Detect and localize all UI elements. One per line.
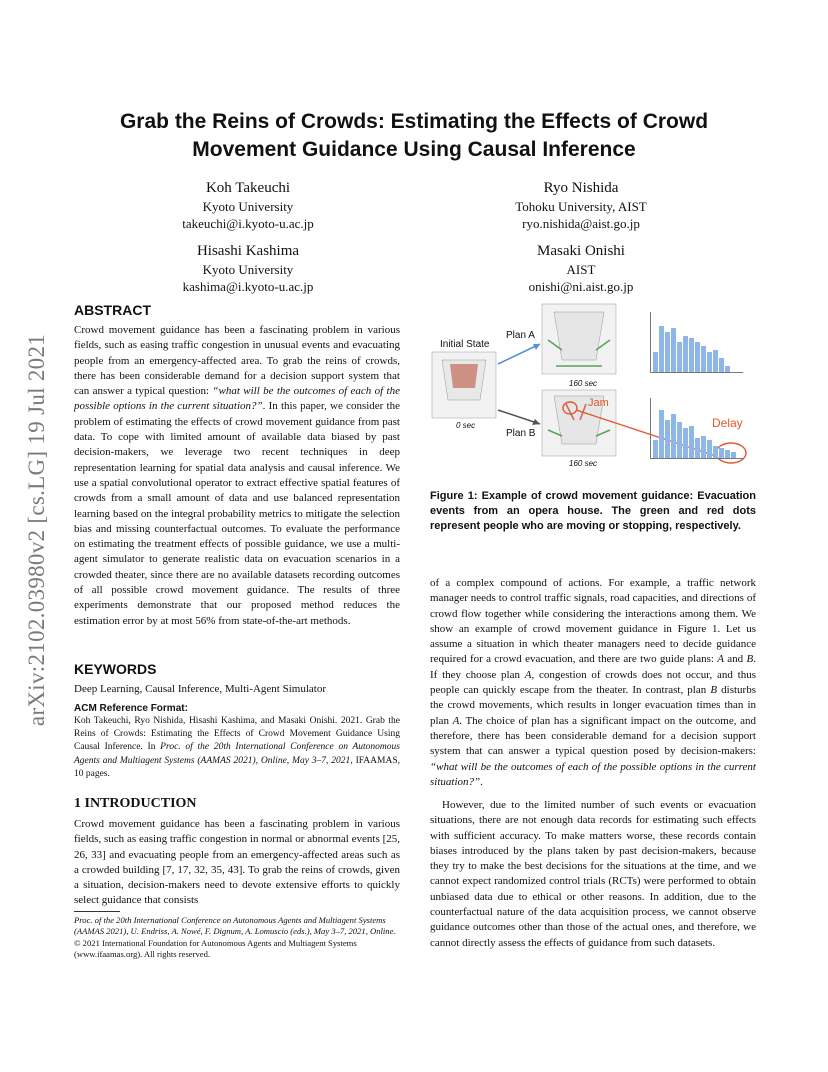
histogram-bar: [701, 436, 706, 458]
histogram-bar: [653, 440, 658, 458]
histogram-bar: [713, 446, 718, 458]
author-name: Hisashi Kashima: [196, 243, 300, 259]
histogram-bar: [725, 366, 730, 372]
plan-b-ref: B: [746, 653, 754, 666]
footnote-copyright: © 2021 International Foundation for Autonomous Agents and Multiagent Systems (www.ifaamas.org). All rights reserved.: [74, 937, 357, 960]
keywords-text: Deep Learning, Causal Inference, Multi-Agent Simulator: [74, 683, 327, 695]
author-email: onishi@ni.aist.go.jp: [528, 279, 634, 294]
histogram-bar: [701, 346, 706, 372]
label-plan-a: Plan A: [506, 330, 535, 341]
footnote-proceedings: Proc. of the 20th International Conference on Autonomous Agents and Multiagent Systems (AAMAS 2021), U. Endriss, A. Nowé, F. Dignum, A. Lomuscio (eds.), May 3–7, 2021, Online.: [74, 915, 396, 937]
author-affiliation: Kyoto University: [202, 199, 294, 214]
plan-a-ref: A: [452, 714, 460, 727]
label-plan-b: Plan B: [506, 428, 536, 439]
author-name: Ryo Nishida: [543, 180, 619, 196]
histogram-bar: [695, 342, 700, 372]
histogram-bar: [677, 422, 682, 458]
label-jam: Jam: [588, 397, 609, 409]
acm-reference-heading: ACM Reference Format:: [74, 703, 188, 714]
histogram-bar: [671, 328, 676, 372]
author-email: kashima@i.kyoto-u.ac.jp: [182, 279, 314, 294]
histogram-bar: [689, 426, 694, 458]
histogram-bar: [731, 452, 736, 458]
author-affiliation: AIST: [566, 262, 596, 277]
abstract-part: Crowd movement guidance has been a fascinating problem in various fields, such as easing traffic congestion in unusual events and evacuating people from an emergency-affected area. To grab the reins of crowds, there has been considerable demand for a decision support system that can answer a typical question:: [74, 324, 400, 398]
label-initial-state: Initial State: [440, 339, 490, 350]
author-block: [431, 241, 731, 295]
title-line-1: Grab the Reins of Crowds: Estimating the Effects of Crowd: [119, 110, 709, 133]
text-run: disturbs the crowd movements, which results in longer evacuation times than in plan: [430, 684, 757, 727]
abstract-heading: ABSTRACT: [74, 302, 151, 318]
acm-part: Koh Takeuchi, Ryo Nishida, Hisashi Kashima, and Masaki Onishi. 2021. Grab the Reins of Crowds: Estimating the Effects of Crowd Movement Guidance Using Causal Inference. In: [74, 716, 400, 753]
arxiv-stamp: [22, 300, 52, 760]
introduction-heading: 1 INTRODUCTION: [74, 796, 197, 811]
keywords-heading: KEYWORDS: [74, 661, 157, 677]
histogram-bar: [719, 358, 724, 372]
acm-venue: Proc. of the 20th International Conference on Autonomous Agents and Multiagent Systems (AAMAS 2021), Online, May 3–7, 2021: [74, 742, 400, 766]
text-run: . If they choose plan: [430, 653, 756, 681]
title-line-2: Movement Guidance Using Causal Inference: [192, 138, 636, 161]
histogram-bar: [677, 342, 682, 372]
text-run: .: [480, 775, 483, 788]
histogram-bar: [683, 428, 688, 458]
histogram-bar: [689, 338, 694, 372]
label-160-sec-b: 160 sec: [569, 459, 598, 468]
histogram-plan-a: [650, 312, 743, 373]
histogram-bar: [707, 352, 712, 372]
figure-1-caption: Figure 1: Example of crowd movement guidance: Evacuation events from an opera house. The green and red dots represent people who are moving or stopping, respectively.: [430, 490, 756, 532]
author-name: Koh Takeuchi: [205, 180, 291, 196]
histogram-bar: [659, 410, 664, 458]
label-160-sec-a: 160 sec: [569, 379, 598, 388]
author-block: [431, 178, 731, 232]
histogram-bar: [725, 450, 730, 458]
author-block: [98, 178, 398, 232]
right-column-paragraph-1: [430, 576, 756, 790]
histogram-bar: [707, 440, 712, 458]
label-delay: Delay: [712, 416, 743, 430]
paper-title: [80, 108, 748, 164]
histogram-bar: [671, 414, 676, 458]
typical-question: “what will be the outcomes of each of the possible options in the current situation?”: [430, 760, 756, 788]
histogram-bar: [683, 336, 688, 372]
theater-outline: [554, 312, 604, 360]
footnote-rule: [74, 911, 120, 912]
figure-1: [428, 300, 758, 480]
abstract-part: . In this paper, we consider the problem of estimating the effects of crowd movement guidance from past data. To cope with limited amount of available data biased by past decision-makers, we leverage two recent techniques in deep representation learning for spatial data analysis and causal inference. We use a spatial convolutional operator to extract effective spatial features of crowds from a small amount of data and use balanced representation learning based on the integral probability metrics to mitigate the selection bias and missing counterfactual outcomes. To evaluate the performance on estimating the treatment effects of possible guidance, we use a multi-agent simulator to generate realistic data on evacuation scenarios in a crowded theater, since there are no available datasets recording outcomes of all possible crowd movement guidance. The results of three experiments demonstrate that our proposed method reduces the estimation error by at most 56% from state-of-the-art methods.: [74, 400, 400, 627]
author-affiliation: Tohoku University, AIST: [515, 199, 647, 214]
footnote: [74, 915, 400, 961]
plan-a-ref: A: [524, 668, 532, 681]
histogram-bar: [653, 352, 658, 372]
histogram-bar: [713, 350, 718, 372]
introduction-text: Crowd movement guidance has been a fascinating problem in various fields, such as easing traffic congestion in normal or abnormal events [25, 26, 33] and evacuating people from an emergency-affected areas such as a crowded building [7, 17, 32, 35, 43]. To grab the reins of crowds, given a situation, decision-makers need to devote extensive efforts to quickly select guidance that consists: [74, 818, 400, 907]
histogram-bar: [665, 420, 670, 458]
plan-a-arrow: [498, 344, 540, 364]
author-name: Masaki Onishi: [537, 243, 625, 259]
text-run: . The choice of plan has a significant impact on the outcome, and therefore, there has been considerable demand for a decision support system that can answer a typical question posed by decision-makers:: [430, 714, 756, 758]
author-block: [98, 241, 398, 295]
histogram-bar: [659, 326, 664, 372]
abstract-text: [74, 323, 400, 629]
crowd-red-dots: [450, 364, 478, 388]
histogram-bar: [665, 332, 670, 372]
text-run: of a complex compound of actions. For example, a traffic network manager needs to control traffic signals, road capacities, and directions of crowd flow together while considering the interactions among them. We show an example of crowd movement guidance in Figure 1. Let us assume a situation in which theater managers need to decide guidance required for a crowd evacuation, and there are two guide plans:: [430, 577, 756, 666]
text-run: , congestion of crowds does not occur, and thus people can quickly escape from the theater. In contrast, plan: [430, 668, 756, 697]
author-email: takeuchi@i.kyoto-u.ac.jp: [182, 216, 314, 231]
acm-reference-text: [74, 715, 400, 781]
text-run: and: [723, 653, 747, 666]
acm-part: , IFAAMAS, 10 pages.: [74, 755, 400, 779]
author-email: ryo.nishida@aist.go.jp: [522, 216, 640, 231]
histogram-bar: [695, 438, 700, 458]
plan-b-ref: B: [710, 684, 718, 697]
label-0-sec: 0 sec: [456, 421, 476, 430]
arxiv-stamp-text: arXiv:2102.03980v2 [cs.LG] 19 Jul 2021: [24, 333, 49, 727]
plan-a-ref: A: [717, 653, 724, 666]
author-affiliation: Kyoto University: [202, 262, 294, 277]
abstract-question: “what will be the outcomes of each of the possible options in the current situation?”: [74, 385, 400, 413]
right-column-paragraph-2: However, due to the limited number of such events or evacuation situations, there are not enough data records for estimating such effects with sufficient accuracy. To make matters worse, these records contain biases introduced by the plans taken by past decision-makers, because they try to make the best decisions for the situations at the time, and we cannot expect randomized control trials (RCTs) were performed to obtain unbiased data due to ethical or other reasons. In addition, due to the counterfactual nature of the data acquisition process, we cannot observe guidance outcomes other than those of the actual ones, and therefore, we cannot directly assess the effects of guidance from such datasets.: [430, 799, 756, 949]
histogram-bar: [719, 448, 724, 458]
